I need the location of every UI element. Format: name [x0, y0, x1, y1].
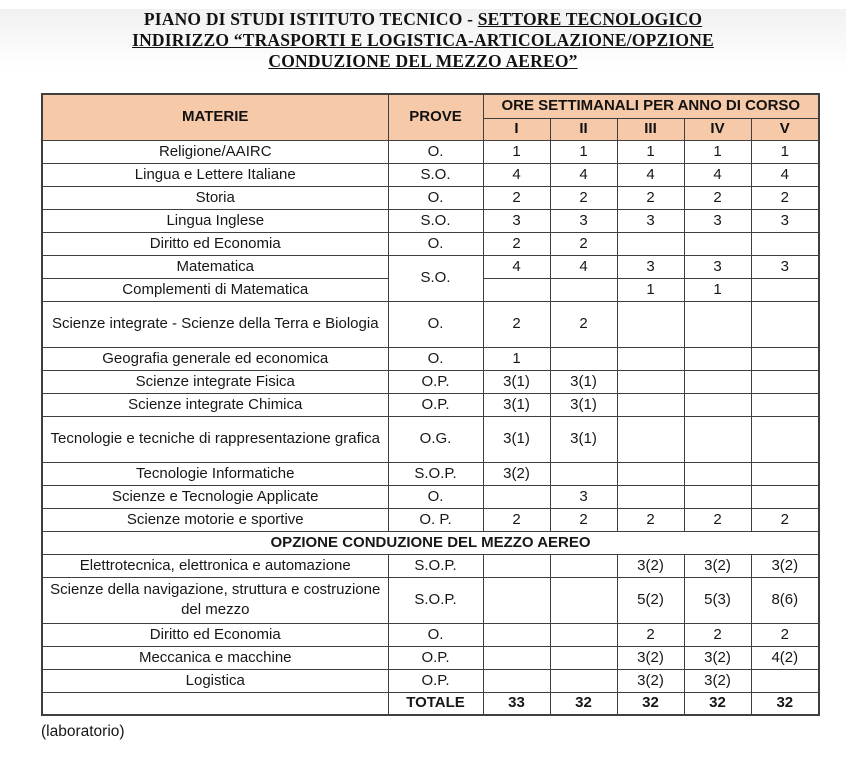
hours-cell: 3(1) [550, 370, 617, 393]
total-hours-cell: 32 [617, 692, 684, 715]
table-row [42, 577, 819, 623]
hours-cell: 3 [684, 209, 751, 232]
column-header-year-5: V [751, 118, 819, 140]
hours-cell [483, 623, 550, 646]
hours-cell [684, 485, 751, 508]
prove-cell: O.P. [388, 370, 483, 393]
hours-cell [550, 347, 617, 370]
subject-cell: Geografia generale ed economica [42, 347, 388, 370]
hours-cell: 3 [751, 255, 819, 278]
table-row [42, 186, 819, 209]
hours-cell [751, 669, 819, 692]
hours-cell: 3 [550, 209, 617, 232]
prove-cell: S.O.P. [388, 462, 483, 485]
hours-cell: 3(1) [550, 416, 617, 462]
prove-cell: S.O.P. [388, 577, 483, 623]
table-row [42, 485, 819, 508]
hours-cell: 2 [684, 186, 751, 209]
prove-cell: S.O. [388, 209, 483, 232]
subject-cell: Lingua Inglese [42, 209, 388, 232]
hours-cell [751, 370, 819, 393]
hours-cell: 3 [617, 209, 684, 232]
table-row [42, 554, 819, 577]
hours-cell: 1 [483, 347, 550, 370]
totals-row [42, 692, 819, 715]
hours-cell: 1 [550, 140, 617, 163]
column-header-year-1: I [483, 118, 550, 140]
hours-cell [550, 623, 617, 646]
prove-cell: S.O. [388, 163, 483, 186]
hours-cell: 3(1) [483, 416, 550, 462]
hours-cell [483, 278, 550, 301]
hours-cell [617, 232, 684, 255]
hours-cell [550, 646, 617, 669]
hours-cell [684, 370, 751, 393]
subject-cell: Scienze motorie e sportive [42, 508, 388, 531]
hours-cell [483, 485, 550, 508]
hours-cell: 2 [684, 623, 751, 646]
hours-cell: 2 [483, 301, 550, 347]
title-line-1 [0, 9, 846, 30]
prove-cell: O. P. [388, 508, 483, 531]
subject-cell: Tecnologie e tecniche di rappresentazione grafica [42, 416, 388, 462]
hours-cell [617, 485, 684, 508]
total-hours-cell: 32 [751, 692, 819, 715]
total-hours-cell: 32 [550, 692, 617, 715]
table-row [42, 347, 819, 370]
subject-cell: Scienze integrate Fisica [42, 370, 388, 393]
prove-cell: O.G. [388, 416, 483, 462]
hours-cell: 2 [483, 232, 550, 255]
table-row [42, 462, 819, 485]
hours-cell [684, 416, 751, 462]
hours-cell: 4 [751, 163, 819, 186]
hours-cell [550, 554, 617, 577]
title-line-2: INDIRIZZO “TRASPORTI E LOGISTICA-ARTICOLAZIONE/OPZIONE [132, 30, 714, 50]
hours-cell: 3(2) [684, 554, 751, 577]
section-header-row [42, 531, 819, 554]
hours-cell: 2 [617, 508, 684, 531]
title-line-1-underlined: SETTORE TECNOLOGICO [477, 9, 703, 29]
hours-cell [550, 462, 617, 485]
totals-label: TOTALE [388, 692, 483, 715]
hours-cell: 3 [550, 485, 617, 508]
hours-cell: 4 [617, 163, 684, 186]
hours-cell: 5(3) [684, 577, 751, 623]
hours-cell: 1 [684, 140, 751, 163]
hours-cell: 1 [751, 140, 819, 163]
prove-cell: O. [388, 623, 483, 646]
hours-cell [684, 232, 751, 255]
section-header-label: OPZIONE CONDUZIONE DEL MEZZO AEREO [42, 531, 819, 554]
hours-cell: 3(1) [483, 393, 550, 416]
subject-cell: Matematica [42, 255, 388, 278]
hours-cell: 3 [483, 209, 550, 232]
table-row [42, 416, 819, 462]
hours-cell: 4 [483, 163, 550, 186]
table-row [42, 255, 819, 278]
hours-cell [684, 393, 751, 416]
total-hours-cell: 33 [483, 692, 550, 715]
column-header-year-2: II [550, 118, 617, 140]
hours-cell: 2 [550, 301, 617, 347]
subject-cell: Scienze integrate Chimica [42, 393, 388, 416]
column-header-year-3: III [617, 118, 684, 140]
hours-cell [751, 278, 819, 301]
subject-cell: Religione/AAIRC [42, 140, 388, 163]
hours-cell: 2 [617, 623, 684, 646]
prove-cell: O. [388, 347, 483, 370]
hours-cell: 4 [550, 163, 617, 186]
column-header-materie: MATERIE [42, 94, 388, 140]
hours-cell: 1 [483, 140, 550, 163]
table-row [42, 646, 819, 669]
total-hours-cell: 32 [684, 692, 751, 715]
hours-cell: 3(2) [617, 554, 684, 577]
prove-cell: O. [388, 140, 483, 163]
subject-cell: Storia [42, 186, 388, 209]
subject-cell: Scienze della navigazione, struttura e costruzione del mezzo [42, 577, 388, 623]
prove-cell: O.P. [388, 669, 483, 692]
hours-cell: 3(2) [617, 669, 684, 692]
hours-cell: 3(2) [684, 646, 751, 669]
table-row [42, 209, 819, 232]
subject-cell: Diritto ed Economia [42, 232, 388, 255]
prove-cell: O. [388, 186, 483, 209]
hours-cell [617, 370, 684, 393]
hours-cell: 3(2) [751, 554, 819, 577]
hours-cell: 2 [751, 508, 819, 531]
hours-cell: 8(6) [751, 577, 819, 623]
prove-cell: O. [388, 485, 483, 508]
table-row [42, 669, 819, 692]
hours-cell [617, 301, 684, 347]
hours-cell: 2 [751, 186, 819, 209]
subject-cell: Complementi di Matematica [42, 278, 388, 301]
hours-cell [617, 462, 684, 485]
hours-cell: 2 [550, 186, 617, 209]
hours-cell [751, 347, 819, 370]
hours-cell: 4 [483, 255, 550, 278]
hours-cell: 2 [751, 623, 819, 646]
hours-cell: 2 [550, 232, 617, 255]
prove-cell: O. [388, 301, 483, 347]
hours-cell [483, 646, 550, 669]
subject-cell: Logistica [42, 669, 388, 692]
hours-cell [617, 393, 684, 416]
hours-cell [550, 577, 617, 623]
subject-cell: Scienze integrate - Scienze della Terra e Biologia [42, 301, 388, 347]
hours-cell: 3(2) [684, 669, 751, 692]
prove-cell: S.O.P. [388, 554, 483, 577]
hours-cell [483, 669, 550, 692]
hours-cell [751, 301, 819, 347]
subject-cell: Elettrotecnica, elettronica e automazione [42, 554, 388, 577]
prove-cell: O.P. [388, 646, 483, 669]
hours-cell: 4 [550, 255, 617, 278]
subject-cell: Meccanica e macchine [42, 646, 388, 669]
table-row [42, 232, 819, 255]
subject-cell: Lingua e Lettere Italiane [42, 163, 388, 186]
hours-cell [550, 669, 617, 692]
table-row [42, 623, 819, 646]
hours-cell [617, 416, 684, 462]
hours-cell [684, 301, 751, 347]
hours-cell: 5(2) [617, 577, 684, 623]
prove-cell: O. [388, 232, 483, 255]
table-row [42, 140, 819, 163]
subject-cell: Scienze e Tecnologie Applicate [42, 485, 388, 508]
empty-cell [42, 692, 388, 715]
study-plan-table [41, 93, 820, 716]
hours-cell: 4 [684, 163, 751, 186]
table-row [42, 163, 819, 186]
hours-cell [751, 232, 819, 255]
table-row [42, 301, 819, 347]
hours-cell [751, 393, 819, 416]
hours-cell: 3 [617, 255, 684, 278]
header-row-1 [42, 94, 819, 118]
hours-cell: 1 [684, 278, 751, 301]
hours-cell: 3(1) [483, 370, 550, 393]
hours-cell [684, 462, 751, 485]
hours-cell: 1 [617, 140, 684, 163]
hours-cell [751, 416, 819, 462]
hours-cell: 3(2) [617, 646, 684, 669]
hours-cell: 4(2) [751, 646, 819, 669]
hours-cell: 2 [550, 508, 617, 531]
hours-cell: 2 [483, 186, 550, 209]
hours-cell: 2 [617, 186, 684, 209]
prove-cell-merged: S.O. [388, 255, 483, 301]
table-row [42, 508, 819, 531]
subject-cell: Tecnologie Informatiche [42, 462, 388, 485]
hours-cell: 3(2) [483, 462, 550, 485]
column-header-prove: PROVE [388, 94, 483, 140]
hours-cell [483, 554, 550, 577]
title-line-1-plain: PIANO DI STUDI ISTITUTO TECNICO - [143, 9, 478, 29]
study-plan-table-container [41, 93, 818, 716]
column-header-year-4: IV [684, 118, 751, 140]
hours-cell: 1 [617, 278, 684, 301]
hours-cell [550, 278, 617, 301]
hours-cell [617, 347, 684, 370]
hours-cell [483, 577, 550, 623]
hours-cell [684, 347, 751, 370]
subject-cell: Diritto ed Economia [42, 623, 388, 646]
page-title [0, 9, 846, 72]
column-header-ore-settimanali: ORE SETTIMANALI PER ANNO DI CORSO [483, 94, 819, 118]
hours-cell [751, 485, 819, 508]
title-line-3: CONDUZIONE DEL MEZZO AEREO” [268, 51, 578, 71]
hours-cell: 2 [684, 508, 751, 531]
table-row [42, 393, 819, 416]
table-row [42, 370, 819, 393]
hours-cell: 3 [751, 209, 819, 232]
hours-cell: 2 [483, 508, 550, 531]
hours-cell [751, 462, 819, 485]
hours-cell: 3(1) [550, 393, 617, 416]
prove-cell: O.P. [388, 393, 483, 416]
laboratorio-note: (laboratorio) [41, 723, 125, 740]
hours-cell: 3 [684, 255, 751, 278]
